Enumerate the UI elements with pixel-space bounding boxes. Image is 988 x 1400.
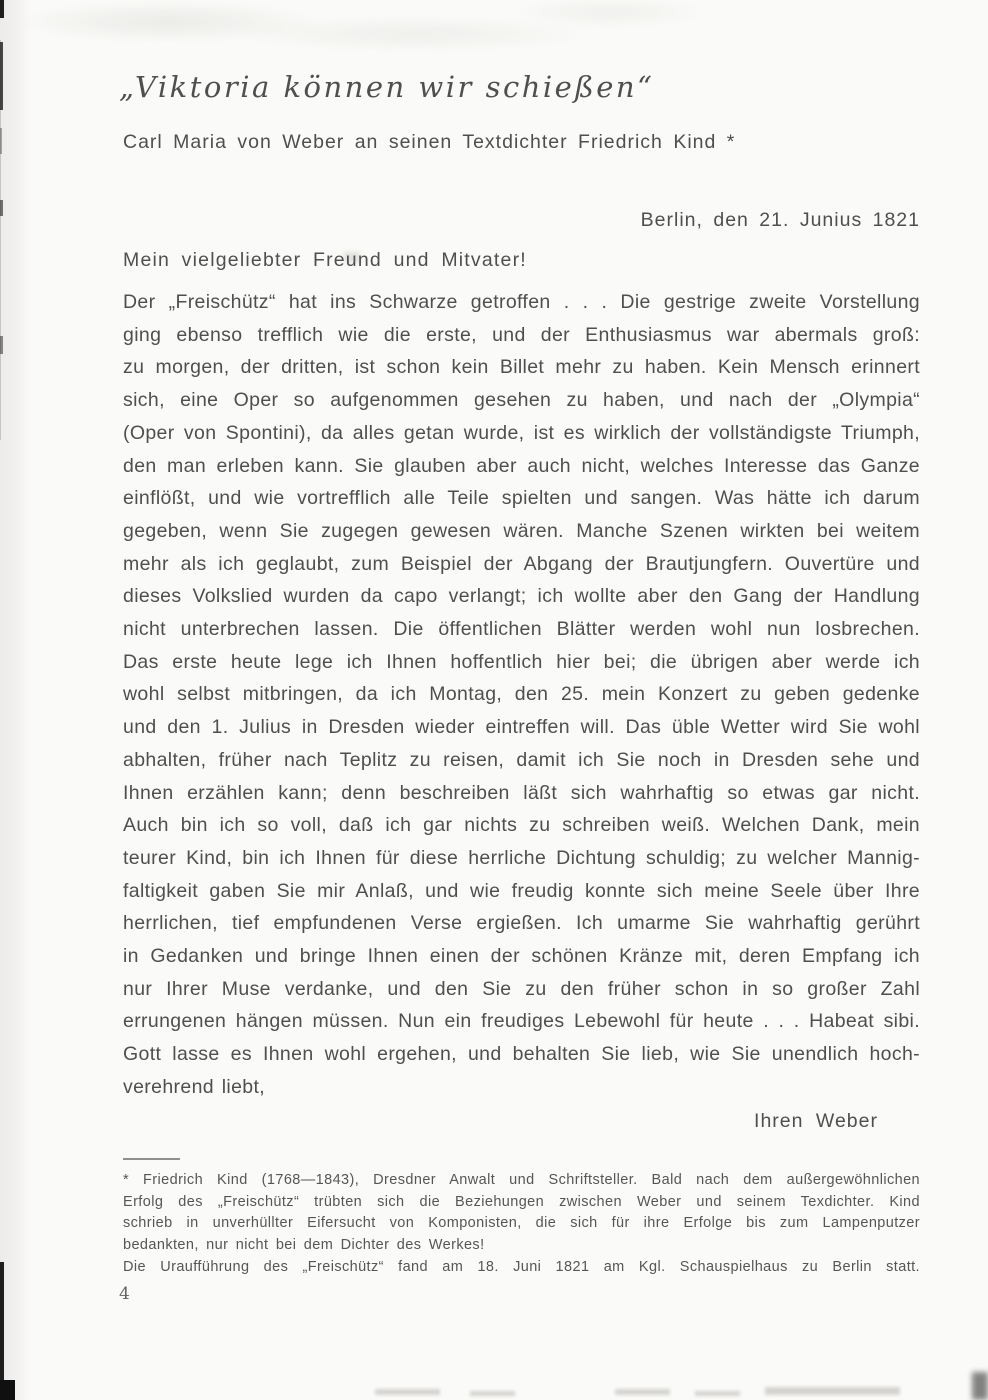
body-line: den man erleben kann. Sie glauben aber auch nicht, welches Interesse das Ganze	[123, 454, 920, 477]
body-line: Der „Freischütz“ hat ins Schwarze getroffen . . . Die gestrige zweite Vorstellung	[123, 291, 920, 313]
footnote-line: bedankten, nur nicht bei dem Dichter des Werkes!	[123, 1237, 485, 1254]
body-line: zu morgen, der dritten, ist schon kein Billet mehr zu haben. Kein Mensch erinnert	[123, 356, 920, 379]
letter-dateline: Berlin, den 21. Junius 1821	[640, 209, 920, 231]
body-line: (Oper von Spontini), da alles getan wurde, ist es wirklich der vollständigste Triumph,	[123, 421, 920, 444]
body-line: Ihnen erzählen kann; denn beschreiben läßt sich wahrhaftig so etwas gar nicht.	[123, 781, 920, 804]
letter-signature: Ihren Weber	[754, 1110, 878, 1132]
body-line: gegeben, wenn Sie zugegen gewesen wären. Manche Szenen wirkten bei weitem	[123, 519, 920, 542]
footnote-line: schrieb in unverhüllter Eifersucht von Komponisten, die sich für ihre Erfolge bis zum Lampenputzer	[123, 1215, 920, 1232]
letter-subtitle: Carl Maria von Weber an seinen Textdichter Friedrich Kind *	[123, 131, 736, 153]
scan-smudge-bottom-right	[972, 1372, 988, 1400]
text-column	[119, 0, 920, 1400]
body-line: mehr als ich geglaubt, zum Beispiel der Abgang der Brautjungfern. Ouvertüre und	[123, 552, 920, 575]
body-line: faltigkeit gaben Sie mir Anlaß, und wie freudig konnte sich meine Seele über Ihre	[123, 879, 920, 902]
page-gutter-shadow	[0, 0, 30, 1400]
footnote-line: * Friedrich Kind (1768—1843), Dresdner Anwalt und Schriftsteller. Bald nach dem außergewöhnlichen	[123, 1172, 920, 1188]
body-line: einflößt, und wie vortrefflich alle Teile spielten und sangen. Was hätte ich darum	[123, 487, 920, 510]
body-line: nicht unterbrechen lassen. Die öffentlichen Blätter werden wohl nun losbrechen.	[123, 618, 920, 641]
body-line: wohl selbst mitbringen, da ich Montag, den 25. mein Konzert zu geben gedenke	[123, 683, 920, 706]
body-line: Das erste heute lege ich Ihnen hoffentlich hier bei; die übrigen aber werde ich	[123, 650, 920, 673]
body-line: dieses Volkslied wurden da capo verlangt; ich wollte aber den Gang der Handlung	[123, 585, 920, 608]
body-line: herrlichen, tief empfundenen Verse ergießen. Ich umarme Sie wahrhaftig gerührt	[123, 912, 920, 935]
body-line: abhalten, früher nach Teplitz zu reisen, damit ich Sie noch in Dresden sehe und	[123, 748, 920, 771]
body-line: nur Ihrer Muse verdanke, und den Sie zu den früher schon in so großer Zahl	[123, 977, 920, 1000]
letter-title: „Viktoria können wir schießen“	[119, 70, 655, 104]
footnote-line: Die Uraufführung des „Freischütz“ fand am 18. Juni 1821 am Kgl. Schauspielhaus zu Berlin statt.	[123, 1258, 920, 1275]
letter-salutation: Mein vielgeliebter Freund und Mitvater!	[123, 249, 527, 271]
footnote-line: Erfolg des „Freischütz“ trübten sich die Beziehungen zwischen Weber und seinem Texdichter. Kind	[123, 1193, 920, 1210]
footnote-divider	[123, 1158, 180, 1160]
letter-footnote	[123, 1170, 920, 1279]
scan-edge-mark	[0, 0, 4, 18]
body-line: verehrend liebt,	[123, 1075, 266, 1098]
letter-body	[123, 286, 920, 1104]
body-line: in Gedanken und bringe Ihnen einen der schönen Kränze mit, deren Empfang ich	[123, 945, 920, 968]
scan-edge-line	[0, 40, 1, 440]
body-line: teurer Kind, bin ich Ihnen für diese herrliche Dichtung schuldig; zu welcher Mannig-	[123, 846, 920, 869]
body-line: Gott lasse es Ihnen wohl ergehen, und behalten Sie lieb, wie Sie unendlich hoch-	[123, 1043, 920, 1066]
body-line: sich, eine Oper so aufgenommen gesehen zu haben, und nach der „Olympia“	[123, 389, 920, 412]
body-line: ging ebenso trefflich wie die erste, und der Enthusiasmus war abermals groß:	[123, 323, 920, 346]
body-line: errungenen hängen müssen. Nun ein freudiges Lebewohl für heute . . . Habeat sibi.	[123, 1010, 920, 1033]
body-line: Auch bin ich so voll, daß ich gar nichts zu schreiben weiß. Welchen Dank, mein	[123, 814, 920, 837]
scan-corner-mark	[0, 1380, 15, 1400]
page-number: 4	[119, 1284, 130, 1304]
body-line: und den 1. Julius in Dresden wieder eintreffen will. Das üble Wetter wird Sie wohl	[123, 716, 920, 739]
